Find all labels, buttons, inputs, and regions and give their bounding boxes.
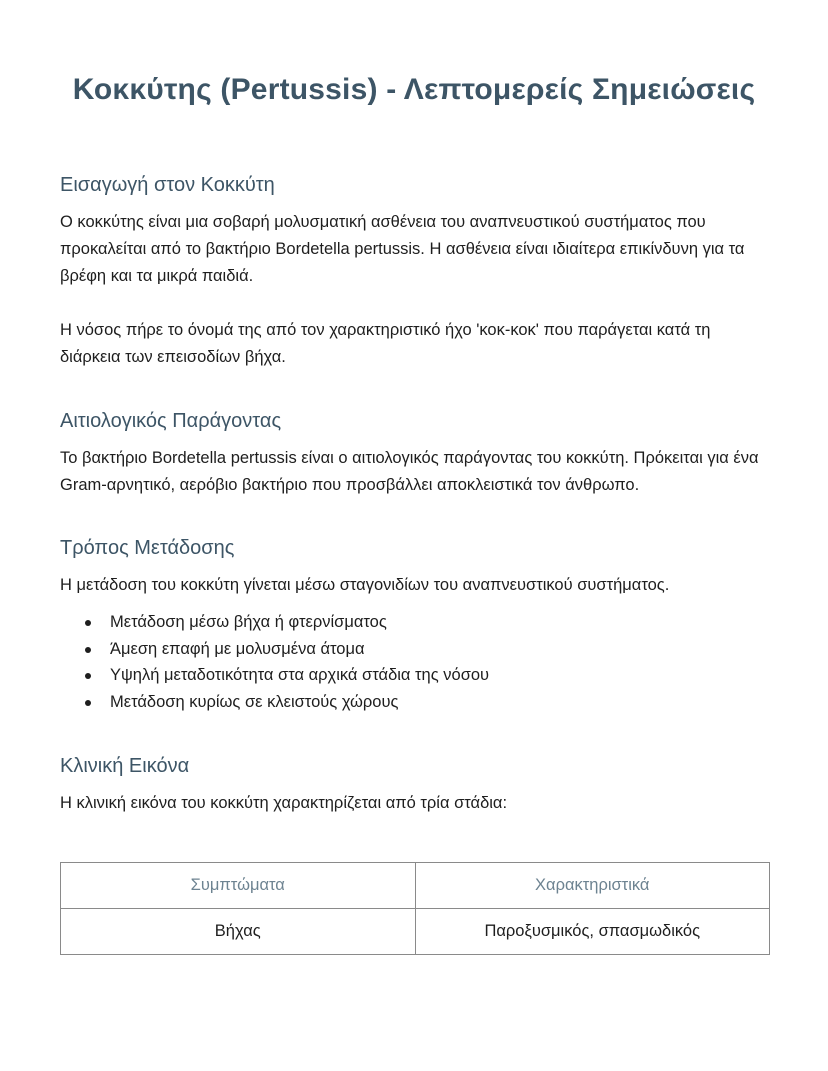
transmission-bullet-list (60, 609, 768, 715)
list-item-text: Άμεση επαφή με μολυσμένα άτομα (110, 639, 365, 658)
section-heading-causative-agent: Αιτιολογικός Παράγοντας (60, 410, 282, 432)
table-cell-characteristic: Παροξυσμικός, σπασμωδικός (415, 909, 770, 955)
list-item (110, 689, 768, 716)
bullet-dot-icon (85, 673, 91, 679)
clinical-paragraph: Η κλινική εικόνα του κοκκύτη χαρακτηρίζεται από τρία στάδια: (60, 794, 508, 812)
page-title: Κοκκύτης (Pertussis) - Λεπτομερείς Σημειώσεις (72, 73, 756, 106)
cause-paragraph: Το βακτήριο Bordetella pertussis είναι ο αιτιολογικός παράγοντας του κοκκύτη. Πρόκειται για ένα Gram-αρνητικό, αερόβιο βακτήριο που προσβάλλει αποκλειστικά τον άνθρωπο. (60, 449, 759, 494)
section-clinical-picture (60, 752, 768, 955)
column-header-symptoms: Συμπτώματα (61, 863, 416, 909)
table-cell-symptom: Βήχας (61, 909, 416, 955)
list-item (110, 609, 768, 636)
list-item-text: Μετάδοση κυρίως σε κλειστούς χώρους (110, 692, 399, 711)
bullet-dot-icon (85, 700, 91, 706)
section-heading-transmission: Τρόπος Μετάδοσης (60, 537, 235, 559)
section-introduction (60, 171, 768, 371)
table-header-row (61, 863, 770, 909)
section-heading-introduction: Εισαγωγή στον Κοκκύτη (60, 174, 275, 196)
intro-paragraph-1: Ο κοκκύτης είναι μια σοβαρή μολυσματική ασθένεια του αναπνευστικού συστήματος που προκαλείται από το βακτήριο Bordetella pertussis. Η ασθένεια είναι ιδιαίτερα επικίνδυνη για τα βρέφη και τα μικρά παιδιά. (60, 213, 745, 285)
column-header-characteristics: Χαρακτηριστικά (415, 863, 770, 909)
list-item (110, 636, 768, 663)
list-item-text: Μετάδοση μέσω βήχα ή φτερνίσματος (110, 613, 387, 631)
list-item (110, 662, 768, 689)
section-causative-agent (60, 407, 768, 499)
section-heading-clinical-picture: Κλινική Εικόνα (60, 755, 190, 777)
table-row (61, 909, 770, 955)
bullet-dot-icon (85, 620, 91, 626)
clinical-stages-table (60, 862, 770, 955)
bullet-dot-icon (85, 647, 91, 653)
intro-paragraph-2: Η νόσος πήρε το όνομά της από τον χαρακτηριστικό ήχο 'κοκ-κοκ' που παράγεται κατά τη διάρκεια των επεισοδίων βήχα. (60, 321, 711, 366)
list-item-text: Υψηλή μεταδοτικότητα στα αρχικά στάδια της νόσου (110, 666, 490, 684)
transmission-paragraph: Η μετάδοση του κοκκύτη γίνεται μέσω σταγονιδίων του αναπνευστικού συστήματος. (60, 576, 670, 594)
section-transmission (60, 534, 768, 715)
